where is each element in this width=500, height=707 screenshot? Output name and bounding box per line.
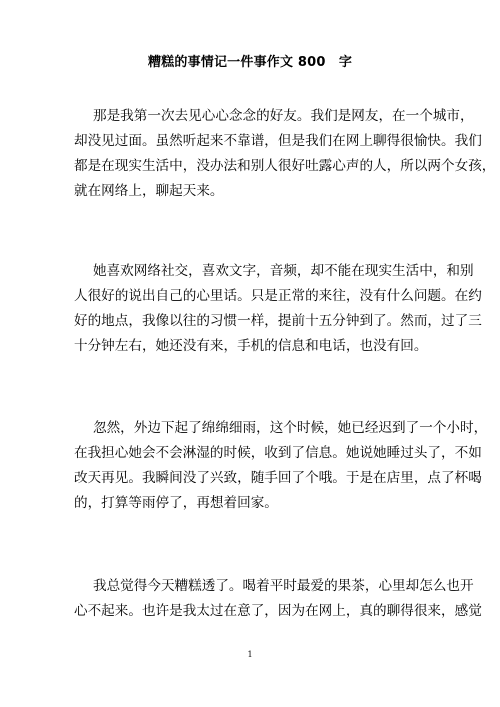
paragraph-2 [74,259,482,359]
paragraph-1 [74,104,496,204]
paragraph-line: 我总觉得今天糟糕透了。喝着平时最爱的果茶，心里却怎么也开 [93,578,474,594]
paragraph-line: 就在网络上，聊起天来。 [74,183,224,199]
paragraph-3 [74,416,488,516]
paragraph-line: 改天再见。我瞬间没了兴致，随手回了个哦。于是在店里，点了杯喝 [74,470,482,486]
paragraph-line: 好的地点，我像以往的习惯一样，提前十五分钟到了。然而，过了三 [74,313,482,329]
paragraph-4 [74,574,482,624]
paragraph-line: 在我担心她会不会淋湿的时候，收到了信息。她说她睡过头了，不如 [74,445,482,461]
paragraph-line: 心不起来。也许是我太过在意了，因为在网上，真的聊得很来，感觉 [74,603,482,619]
paragraph-line: 那是我第一次去见心心念念的好友。我们是网友，在一个城市， [93,108,474,124]
page-number: 1 [247,650,253,659]
paragraph-line: 忽然，外边下起了绵绵细雨，这个时候，她已经迟到了一个小时， [93,420,488,436]
paragraph-line: 十分钟左右，她还没有来，手机的信息和电话，也没有回。 [74,338,428,354]
document-title: 糟糕的事情记一件事作文 800 字 [147,55,353,70]
paragraph-line: 的，打算等雨停了，再想着回家。 [74,495,278,511]
paragraph-line: 她喜欢网络社交，喜欢文字，音频，却不能在现实生活中，和别 [93,263,474,279]
paragraph-line: 却没见过面。虽然听起来不靠谱，但是我们在网上聊得很愉快。我们 [74,133,482,149]
paragraph-line: 都是在现实生活中，没办法和别人很好吐露心声的人，所以两个女孩， [74,158,496,174]
paragraph-line: 人很好的说出自己的心里话。只是正常的来往，没有什么问题。在约 [74,288,482,304]
